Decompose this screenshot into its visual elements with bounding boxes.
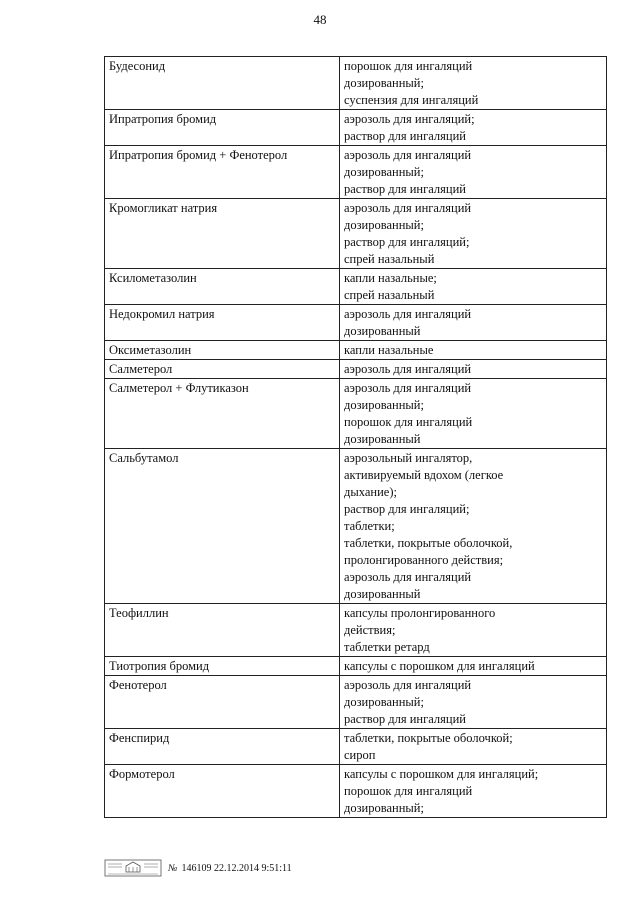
dosage-form-line: спрей назальный (344, 252, 435, 266)
table-row (105, 110, 607, 146)
dosage-form-line: дозированный; (344, 398, 424, 412)
dosage-form-cell (340, 765, 607, 818)
dosage-form-line: раствор для ингаляций (344, 129, 466, 143)
dosage-form-line: аэрозоль для ингаляций (344, 570, 472, 584)
table-row (105, 305, 607, 341)
drug-name-cell: Будесонид (105, 57, 340, 110)
dosage-form-line: дозированный; (344, 801, 424, 815)
dosage-form-cell (340, 269, 607, 305)
dosage-form-line: таблетки, покрытые оболочкой, (344, 536, 513, 550)
table-row (105, 657, 607, 676)
dosage-form-line: таблетки ретард (344, 640, 430, 654)
dosage-form-line: суспензия для ингаляций (344, 93, 479, 107)
dosage-form-line: аэрозоль для ингаляций (344, 381, 472, 395)
dosage-form-line: аэрозоль для ингаляций (344, 362, 472, 376)
dosage-form-line: таблетки, покрытые оболочкой; (344, 731, 513, 745)
dosage-form-line: капсулы пролонгированного (344, 606, 496, 620)
table-row (105, 379, 607, 449)
dosage-form-line: порошок для ингаляций (344, 415, 473, 429)
dosage-form-line: капсулы с порошком для ингаляций; (344, 767, 539, 781)
dosage-form-cell (340, 341, 607, 360)
dosage-form-line: капли назальные (344, 343, 434, 357)
table-row (105, 360, 607, 379)
dosage-form-line: дозированный; (344, 218, 424, 232)
official-stamp-icon (104, 858, 162, 878)
registration-text: 146109 22.12.2014 9:51:11 (181, 862, 292, 874)
dosage-form-cell (340, 305, 607, 341)
dosage-form-line: аэрозоль для ингаляций (344, 148, 472, 162)
drug-name-cell: Салметерол (105, 360, 340, 379)
dosage-form-line: дыхание); (344, 485, 397, 499)
document-footer (104, 858, 292, 878)
table-row (105, 57, 607, 110)
drug-name-cell: Формотерол (105, 765, 340, 818)
dosage-form-cell (340, 604, 607, 657)
drug-name-cell: Ипратропия бромид + Фенотерол (105, 146, 340, 199)
dosage-form-line: аэрозольный ингалятор, (344, 451, 473, 465)
drug-name-cell: Ксилометазолин (105, 269, 340, 305)
drug-name-cell: Сальбутамол (105, 449, 340, 604)
drug-name-cell: Кромогликат натрия (105, 199, 340, 269)
table-row (105, 199, 607, 269)
dosage-form-line: дозированный (344, 432, 421, 446)
drug-name-cell: Оксиметазолин (105, 341, 340, 360)
page-number: 48 (313, 12, 327, 27)
drug-name-cell: Салметерол + Флутиказон (105, 379, 340, 449)
dosage-form-line: аэрозоль для ингаляций; (344, 112, 475, 126)
dosage-form-line: дозированный; (344, 695, 424, 709)
dosage-form-cell (340, 110, 607, 146)
table-row (105, 765, 607, 818)
dosage-form-cell (340, 199, 607, 269)
dosage-form-cell (340, 360, 607, 379)
dosage-form-line: дозированный (344, 324, 421, 338)
drug-name-cell: Тиотропия бромид (105, 657, 340, 676)
dosage-form-cell (340, 379, 607, 449)
drug-name-cell: Фенспирид (105, 729, 340, 765)
table-row (105, 729, 607, 765)
dosage-form-line: дозированный; (344, 76, 424, 90)
dosage-form-line: сироп (344, 748, 376, 762)
dosage-form-line: раствор для ингаляций; (344, 502, 470, 516)
dosage-form-line: аэрозоль для ингаляций (344, 201, 472, 215)
table-row (105, 449, 607, 604)
registration-mark: № (168, 862, 178, 874)
dosage-form-line: капли назальные; (344, 271, 437, 285)
dosage-form-cell (340, 676, 607, 729)
table-row (105, 341, 607, 360)
dosage-form-line: таблетки; (344, 519, 395, 533)
table-row (105, 146, 607, 199)
dosage-form-line: действия; (344, 623, 396, 637)
dosage-form-line: пролонгированного действия; (344, 553, 504, 567)
dosage-form-line: дозированный (344, 587, 421, 601)
dosage-form-line: раствор для ингаляций; (344, 235, 470, 249)
dosage-form-cell (340, 657, 607, 676)
table-row (105, 676, 607, 729)
dosage-form-line: спрей назальный (344, 288, 435, 302)
dosage-form-cell (340, 729, 607, 765)
dosage-form-line: раствор для ингаляций (344, 712, 466, 726)
dosage-form-line: раствор для ингаляций (344, 182, 466, 196)
dosage-form-cell (340, 57, 607, 110)
table-row (105, 269, 607, 305)
drug-table (104, 56, 607, 818)
drug-name-cell: Теофиллин (105, 604, 340, 657)
dosage-form-line: активируемый вдохом (легкое (344, 468, 504, 482)
dosage-form-line: аэрозоль для ингаляций (344, 307, 472, 321)
dosage-form-line: дозированный; (344, 165, 424, 179)
drug-name-cell: Фенотерол (105, 676, 340, 729)
dosage-form-cell (340, 449, 607, 604)
dosage-form-line: порошок для ингаляций (344, 59, 473, 73)
dosage-form-line: порошок для ингаляций (344, 784, 473, 798)
dosage-form-cell (340, 146, 607, 199)
drug-table-body (105, 57, 607, 818)
dosage-form-line: аэрозоль для ингаляций (344, 678, 472, 692)
drug-name-cell: Недокромил натрия (105, 305, 340, 341)
dosage-form-line: капсулы с порошком для ингаляций (344, 659, 535, 673)
drug-name-cell: Ипратропия бромид (105, 110, 340, 146)
table-row (105, 604, 607, 657)
